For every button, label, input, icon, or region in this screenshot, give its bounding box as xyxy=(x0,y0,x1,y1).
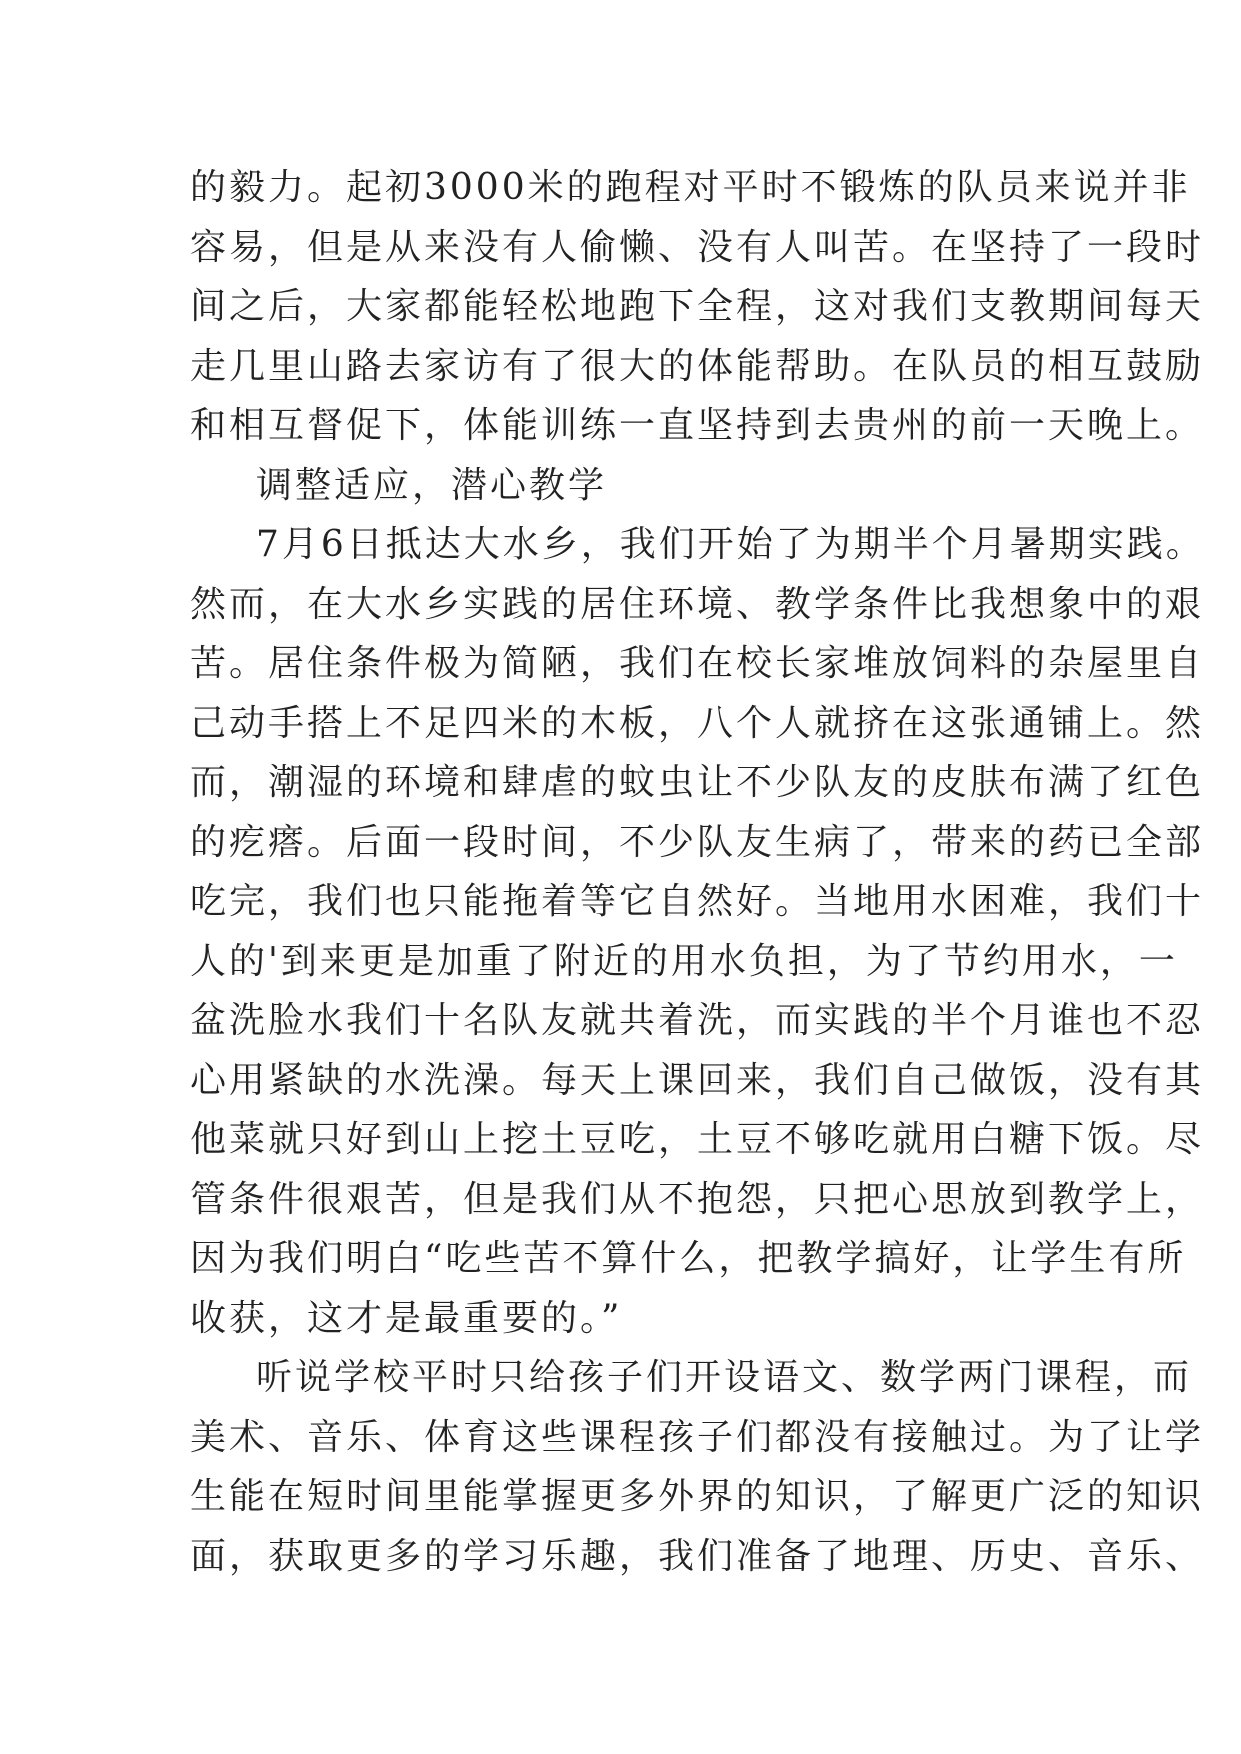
section-heading: 调整适应，潜心教学 xyxy=(256,464,608,506)
text-line: 的疙瘩。后面一段时间，不少队友生病了，带来的药已全部 xyxy=(190,821,1205,863)
body-text xyxy=(190,158,1205,1586)
text-line: 美术、音乐、体育这些课程孩子们都没有接触过。为了让学 xyxy=(190,1416,1205,1458)
text-line: 容易，但是从来没有人偷懒、没有人叫苦。在坚持了一段时 xyxy=(190,226,1205,268)
text-line: 盆洗脸水我们十名队友就共着洗，而实践的半个月谁也不忍 xyxy=(190,1000,1205,1041)
text-line: 心用紧缺的水洗澡。每天上课回来，我们自己做饭，没有其 xyxy=(190,1059,1205,1101)
text-line: 7月6日抵达大水乡，我们开始了为期半个月暑期实践。 xyxy=(256,524,1205,565)
text-line: 生能在短时间里能掌握更多外界的知识，了解更广泛的知识 xyxy=(190,1476,1205,1517)
text-line: 间之后，大家都能轻松地跑下全程，这对我们支教期间每天 xyxy=(190,286,1205,327)
text-line: 和相互督促下，体能训练一直坚持到去贵州的前一天晚上。 xyxy=(190,405,1205,446)
text-line: 面，获取更多的学习乐趣，我们准备了地理、历史、音乐、 xyxy=(190,1535,1205,1577)
text-line: 然而，在大水乡实践的居住环境、教学条件比我想象中的艰 xyxy=(190,583,1205,625)
text-line: 听说学校平时只给孩子们开设语文、数学两门课程，而 xyxy=(256,1357,1193,1398)
text-line: 而，潮湿的环境和肆虐的蚊虫让不少队友的皮肤布满了红色 xyxy=(190,762,1205,803)
text-line: 因为我们明白“吃些苦不算什么，把教学搞好，让学生有所 xyxy=(190,1238,1187,1279)
text-line: 人的'到来更是加重了附近的用水负担，为了节约用水，一 xyxy=(190,940,1178,982)
text-line: 收获，这才是最重要的。” xyxy=(190,1297,623,1339)
text-line: 的毅力。起初3000米的跑程对平时不锻炼的队员来说并非 xyxy=(190,167,1191,208)
text-line: 管条件很艰苦，但是我们从不抱怨，只把心思放到教学上， xyxy=(190,1178,1205,1220)
text-line: 苦。居住条件极为简陋，我们在校长家堆放饲料的杂屋里自 xyxy=(190,643,1205,684)
text-line: 他菜就只好到山上挖土豆吃，土豆不够吃就用白糖下饭。尽 xyxy=(190,1119,1205,1160)
text-line: 己动手搭上不足四米的木板，八个人就挤在这张通铺上。然 xyxy=(190,702,1205,744)
text-line: 走几里山路去家访有了很大的体能帮助。在队员的相互鼓励 xyxy=(190,345,1205,387)
text-line: 吃完，我们也只能拖着等它自然好。当地用水困难，我们十 xyxy=(190,881,1205,922)
